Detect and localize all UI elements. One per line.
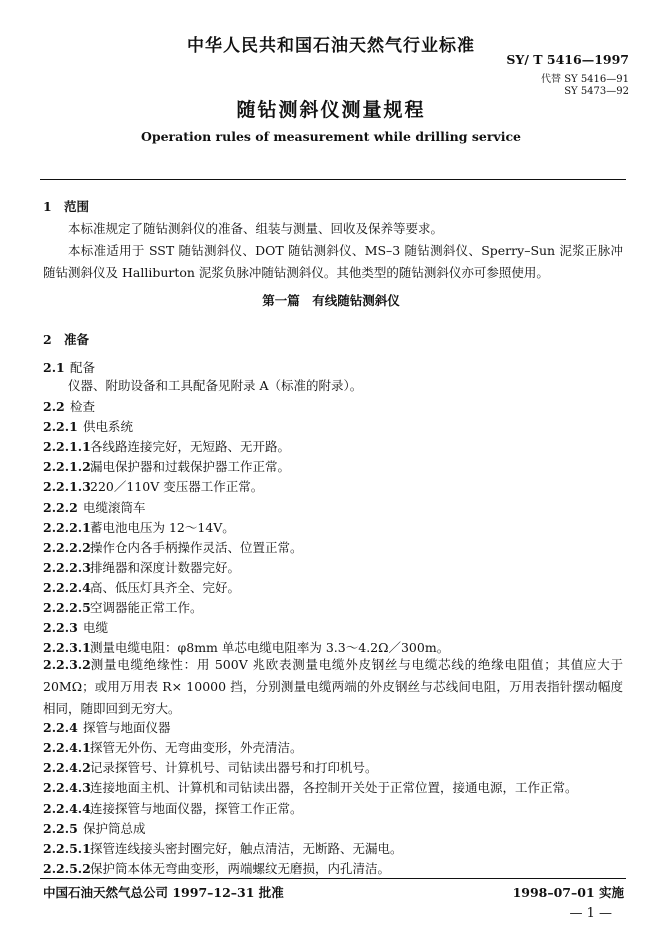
clause-text: 保护筒总成 xyxy=(83,821,146,836)
clause-text: 探管无外伤、无弯曲变形，外壳清洁。 xyxy=(90,740,303,755)
clause-number: 2.2.4 xyxy=(43,720,78,735)
clause-number: 2.1 xyxy=(43,360,65,375)
clause-text: 漏电保护器和过载保护器工作正常。 xyxy=(90,459,291,474)
clause-line xyxy=(43,718,171,736)
replaces-line-1: 代替 SY 5416—91 xyxy=(541,74,629,85)
clause-number: 2.2.4.4 xyxy=(43,801,91,816)
national-standard-title: 中华人民共和国石油天然气行业标准 xyxy=(187,36,475,56)
part-heading: 第一篇 有线随钻测斜仪 xyxy=(262,293,400,308)
clause-text: 配备 xyxy=(70,360,96,375)
clause-text: 电缆 xyxy=(83,620,109,635)
section-number: 2 xyxy=(43,332,52,347)
clause-number: 2.2.2.5 xyxy=(43,600,91,615)
standard-number: SY/ T 5416—1997 xyxy=(506,52,629,67)
clause-text: 记录探管号、计算机号、司钻读出器号和打印机号。 xyxy=(90,760,378,775)
clause-text: 排绳器和深度计数器完好。 xyxy=(90,560,241,575)
clause-line xyxy=(43,538,303,556)
clause-line xyxy=(43,397,95,415)
clause-number: 2.2.2.4 xyxy=(43,580,91,595)
clause-line xyxy=(43,839,403,857)
footer-divider xyxy=(40,878,626,879)
clause-number: 2.2.3 xyxy=(43,620,78,635)
document-title: 随钻测斜仪测量规程 xyxy=(236,99,426,121)
clause-number: 2.2.4.1 xyxy=(43,740,91,755)
clause-line xyxy=(43,778,578,796)
clause-number: 2.2.3.2 xyxy=(43,657,91,672)
clause-text: 测量电缆绝缘性：用 500V 兆欧表测量电缆外皮钢丝与电缆芯线的绝缘电阻值；其值应大于 20MΩ；或用万用表 R× 10000 挡，分别测量电缆两端的外皮钢丝与芯线间电阻，万用表指针摆动幅度相同，随即回到无穷大。 xyxy=(43,657,623,716)
clause-line xyxy=(43,437,290,455)
clause-line xyxy=(43,457,290,475)
clause-number: 2.2.4.2 xyxy=(43,760,91,775)
approval-date: 中国石油天然气总公司 1997–12–31 批准 xyxy=(43,885,284,900)
clause-line xyxy=(43,819,146,837)
header-divider xyxy=(40,179,626,180)
clause-text: 操作仓内各手柄操作灵活、位置正常。 xyxy=(90,540,303,555)
clause-number: 2.2.1.2 xyxy=(43,459,91,474)
clause-text: 220／110V 变压器工作正常。 xyxy=(90,479,264,494)
paragraph: 本标准适用于 SST 随钻测斜仪、DOT 随钻测斜仪、MS–3 随钻测斜仪、Sperry–Sun 泥浆正脉冲随钻测斜仪及 Halliburton 泥浆负脉冲随钻测斜仪。其他类型的随钻测斜仪亦可参照使用。 xyxy=(43,243,623,280)
clause-line xyxy=(68,376,362,394)
clause-number: 2.2.2.2 xyxy=(43,540,91,555)
page-number: — 1 — xyxy=(569,906,612,921)
clause-number: 2.2.5 xyxy=(43,821,78,836)
clause-line xyxy=(43,758,378,776)
clause-text: 电缆滚筒车 xyxy=(83,500,146,515)
clause-number: 2.2.2.1 xyxy=(43,520,91,535)
clause-line xyxy=(43,859,390,877)
clause-text: 连接地面主机、计算机和司钻读出器，各控制开关处于正常位置，接通电源，工作正常。 xyxy=(90,780,578,795)
paragraph: 本标准规定了随钻测斜仪的准备、组装与测量、回收及保养等要求。 xyxy=(68,221,444,236)
clause-line xyxy=(43,498,146,516)
clause-number: 2.2.1 xyxy=(43,419,78,434)
clause-line xyxy=(43,417,133,435)
replaces-line-2: SY 5473—92 xyxy=(564,86,629,97)
clause-number: 2.2.4.3 xyxy=(43,780,91,795)
clause-text: 仪器、附助设备和工具配备见附录 A（标准的附录）。 xyxy=(68,378,363,393)
clause-number: 2.2 xyxy=(43,399,65,414)
clause-number: 2.2.5.2 xyxy=(43,861,91,876)
clause-text: 高、低压灯具齐全、完好。 xyxy=(90,580,241,595)
clause-number: 2.2.2 xyxy=(43,500,78,515)
section-heading xyxy=(43,197,89,215)
clause-text: 探管与地面仪器 xyxy=(83,720,171,735)
clause-number: 2.2.5.1 xyxy=(43,841,91,856)
clause-text: 空调器能正常工作。 xyxy=(90,600,203,615)
clause-text: 检查 xyxy=(70,399,96,414)
effective-date: 1998–07–01 实施 xyxy=(512,885,624,900)
document-title-english: Operation rules of measurement while drilling service xyxy=(140,129,522,144)
clause-line xyxy=(43,598,203,616)
clause-text: 各线路连接完好，无短路、无开路。 xyxy=(90,439,291,454)
clause-number: 2.2.1.1 xyxy=(43,439,91,454)
clause-text: 探管连线接头密封圈完好，触点清洁，无断路、无漏电。 xyxy=(90,841,403,856)
section-title: 准备 xyxy=(64,332,90,347)
clause-line xyxy=(43,738,303,756)
clause-line xyxy=(43,578,240,596)
clause-text: 连接探管与地面仪器，探管工作正常。 xyxy=(90,801,303,816)
clause-line xyxy=(43,799,303,817)
clause-number: 2.2.3.1 xyxy=(43,640,91,655)
section-title: 范围 xyxy=(64,199,90,214)
section-heading xyxy=(43,330,89,348)
clause-line xyxy=(43,518,235,536)
section-number: 1 xyxy=(43,199,52,214)
clause-number: 2.2.1.3 xyxy=(43,479,91,494)
clause-text: 供电系统 xyxy=(83,419,134,434)
clause-line xyxy=(43,358,95,376)
clause-paragraph xyxy=(43,654,623,720)
clause-line xyxy=(43,477,263,495)
clause-text: 测量电缆电阻：φ8mm 单芯电缆电阻率为 3.3～4.2Ω／300m。 xyxy=(90,640,450,655)
clause-text: 蓄电池电压为 12～14V。 xyxy=(90,520,235,535)
clause-text: 保护筒本体无弯曲变形，两端螺纹无磨损，内孔清洁。 xyxy=(90,861,391,876)
clause-line xyxy=(43,558,240,576)
clause-number: 2.2.2.3 xyxy=(43,560,91,575)
clause-line xyxy=(43,618,108,636)
